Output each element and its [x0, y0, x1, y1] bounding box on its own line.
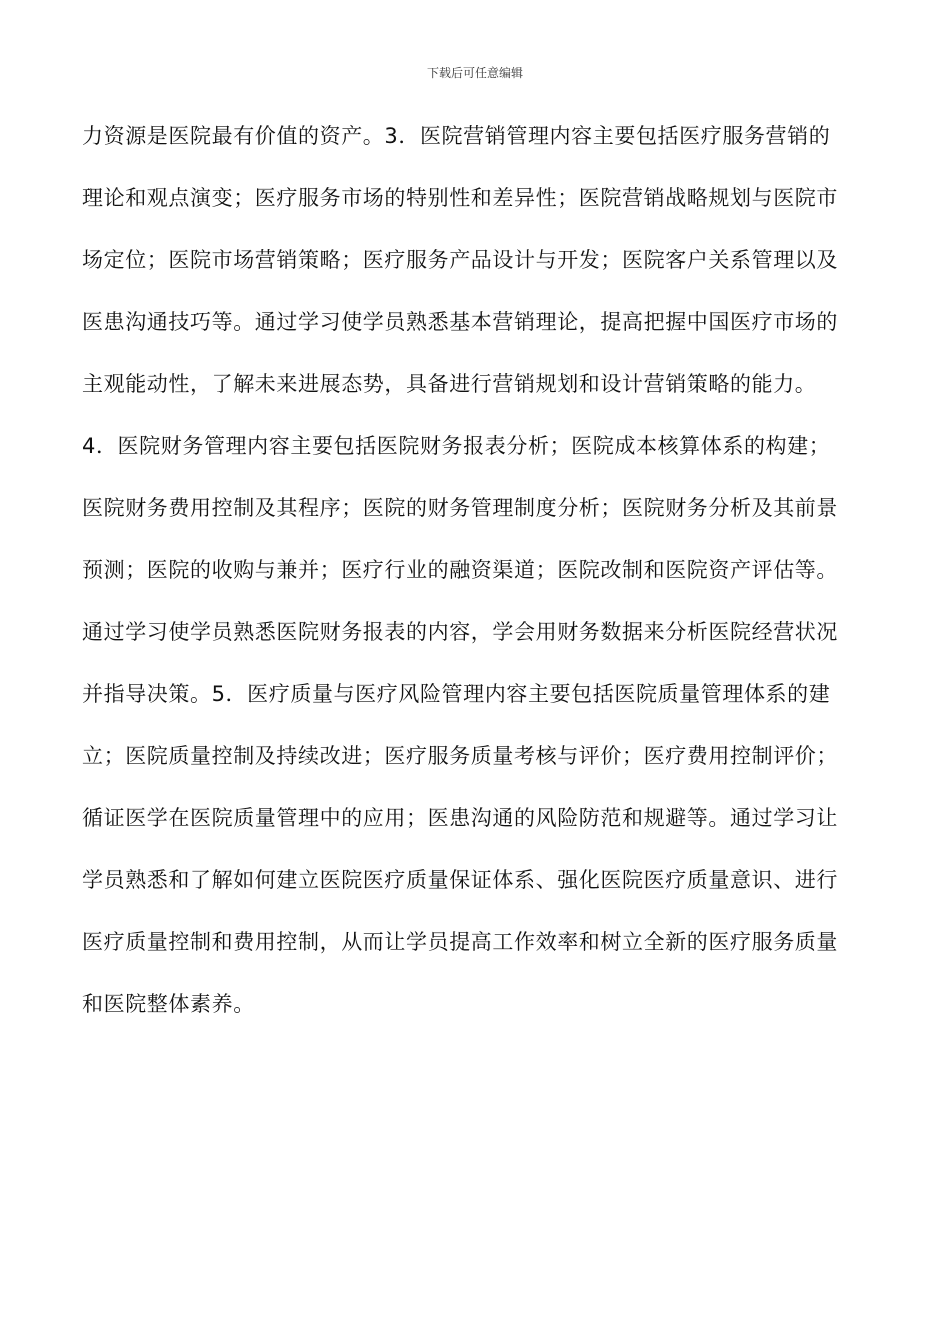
- text-line-1: 力资源是医院最有价值的资产。3．医院营销管理内容主要包括医疗服务营销的: [82, 124, 831, 148]
- text-line-5: 主观能动性，了解未来进展态势，具备进行营销规划和设计营销策略的能力。: [82, 372, 817, 396]
- text-line-7: 医院财务费用控制及其程序；医院的财务管理制度分析；医院财务分析及其前景: [82, 496, 838, 520]
- text-line-12: 循证医学在医院质量管理中的应用；医患沟通的风险防范和规避等。通过学习让: [82, 806, 838, 830]
- text-line-14: 医疗质量控制和费用控制，从而让学员提高工作效率和树立全新的医疗服务质量: [82, 930, 838, 954]
- text-line-10: 并指导决策。5．医疗质量与医疗风险管理内容主要包括医院质量管理体系的建: [82, 682, 831, 706]
- text-line-15: 和医院整体素养。: [82, 992, 255, 1016]
- text-line-4: 医患沟通技巧等。通过学习使学员熟悉基本营销理论，提高把握中国医疗市场的: [82, 310, 838, 334]
- text-line-8: 预测；医院的收购与兼并；医疗行业的融资渠道；医院改制和医院资产评估等。: [82, 558, 838, 582]
- text-line-6: 4．医院财务管理内容主要包括医院财务报表分析；医院成本核算体系的构建；: [82, 434, 831, 458]
- text-line-11: 立；医院质量控制及持续改进；医疗服务质量考核与评价；医疗费用控制评价；: [82, 744, 838, 768]
- page-header: 下载后可任意编辑: [426, 66, 523, 80]
- text-line-9: 通过学习使学员熟悉医院财务报表的内容，学会用财务数据来分析医院经营状况: [82, 620, 838, 644]
- text-line-13: 学员熟悉和了解如何建立医院医疗质量保证体系、强化医院医疗质量意识、进行: [82, 868, 838, 892]
- text-line-2: 理论和观点演变；医疗服务市场的特别性和差异性；医院营销战略规划与医院市: [82, 186, 838, 210]
- body-paragraph: [82, 118, 872, 1048]
- text-line-3: 场定位；医院市场营销策略；医疗服务产品设计与开发；医院客户关系管理以及: [82, 248, 838, 272]
